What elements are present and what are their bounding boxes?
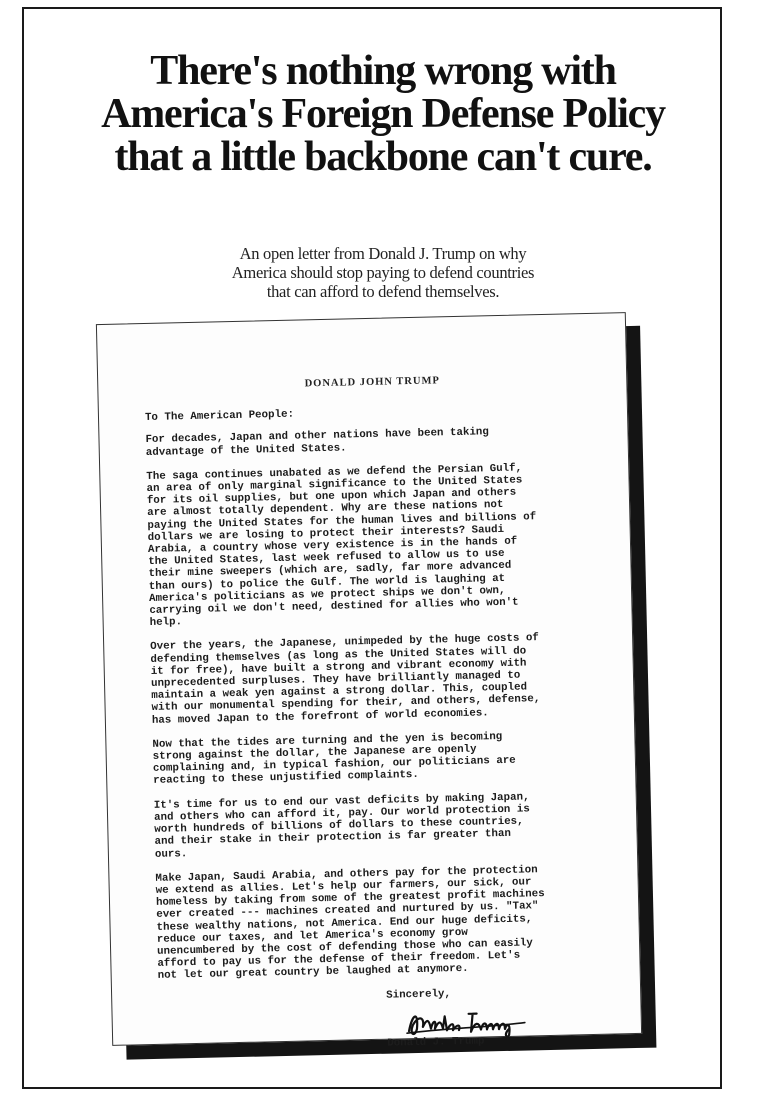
subhead — [0, 244, 766, 301]
letter-container — [96, 312, 642, 1050]
headline — [0, 50, 766, 179]
salutation: To The American People: — [144, 408, 295, 425]
headline-line-3: that a little backbone can't cure. — [114, 134, 652, 180]
letter-paragraph-2: The saga continues unabated as we defend the Persian Gulf, an area of only marginal significance to the United States for its oil supplies, but one upon which Japan and others are almost totally dependent. Why are these nations not paying the United States for the human lives and billions of dollars we are losing to protect their interests? Saudi Arabia, a country whose very existence is in the hands of the United States, last week refused to allow us to use their mine sweepers (which are, sadly, far more advanced than ours) to police the Gulf. The world is laughing at America's politicians as we protect ships we don't own, carrying oil we don't need, destined for allies who won't help. — [146, 462, 537, 630]
letterhead: DONALD JOHN TRUMP — [304, 375, 440, 390]
subhead-line-3: that can afford to defend themselves. — [266, 282, 500, 301]
subhead-line-1: An open letter from Donald J. Trump on why — [239, 244, 527, 263]
letter-paragraph-4: Now that the tides are turning and the yen is becoming strong against the dollar, the Japanese are openly complaining and, in typical fashion, our politicians are reacting to these unjustified complaints. — [152, 730, 516, 788]
headline-line-2: America's Foreign Defense Policy — [101, 91, 665, 137]
headline-line-1: There's nothing wrong with — [150, 48, 616, 94]
letter-paragraph-6: Make Japan, Saudi Arabia, and others pay for the protection we extend as allies. Let's help our farmers, our sick, our homeless by taking from some of the greatest profit machines ever created --- machines created and nurtured by us. "Tax" these wealthy nations, not America. End our huge deficits, reduce our taxes, and let America's economy grow unencumbered by the cost of defending those who can easily afford to pay us for the defense of their freedom. Let's not let our great country be laughed at anymore. — [155, 863, 545, 983]
signature-name: Donald J. Trump — [387, 1035, 485, 1050]
subhead-line-2: America should stop paying to defend countries — [231, 263, 535, 282]
letter-paragraph-3: Over the years, the Japanese, unimpeded by the huge costs of defending themselves (as long as the United States will do it for free), have built a strong and vibrant economy with unprecedented surpluses. They have brilliantly managed to maintain a weak yen against a strong dollar. This, coupled with our monumental spending for their, and others, defense, has moved Japan to the forefront of world economies. — [150, 632, 541, 727]
letter-paragraph-5: It's time for us to end our vast deficits by making Japan, and others who can afford it, pay. Our world protection is worth hundreds of billions of dollars to these countries, and their stake in their protection is far greater than ours. — [153, 791, 530, 861]
closing: Sincerely, — [386, 987, 452, 1002]
letter-paragraph-1: For decades, Japan and other nations have been taking advantage of the United States. — [145, 426, 489, 459]
letter-page — [96, 312, 642, 1050]
